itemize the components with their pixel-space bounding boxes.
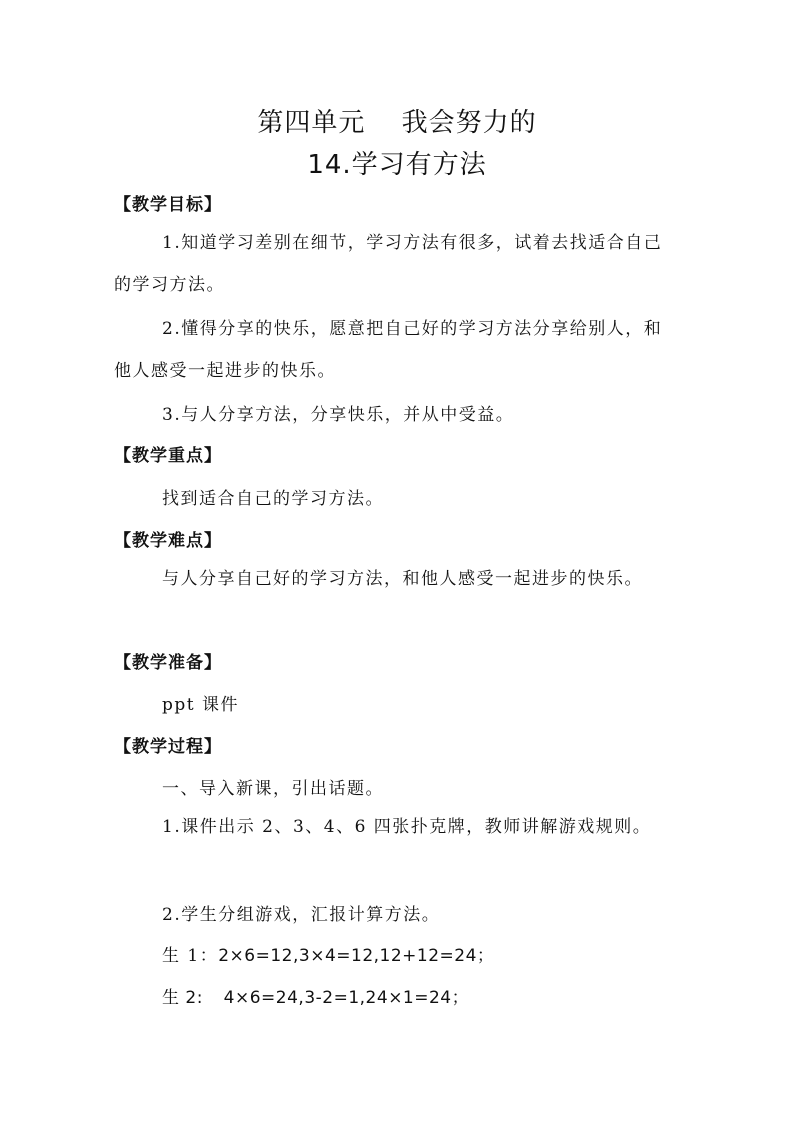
- process-step-1: 一、导入新课，引出话题。: [162, 779, 384, 799]
- preparation-text: ppt 课件: [162, 695, 239, 715]
- key-points-text: 找到适合自己的学习方法。: [162, 489, 384, 509]
- difficulties-text: 与人分享自己好的学习方法，和他人感受一起进步的快乐。: [162, 569, 643, 589]
- difficulties-heading: 【教学难点】: [114, 531, 222, 551]
- lesson-title: 14.学习有方法: [307, 150, 487, 180]
- objectives-heading: 【教学目标】: [114, 195, 222, 215]
- process-item-2: 2.学生分组游戏，汇报计算方法。: [162, 905, 441, 925]
- key-points-heading: 【教学重点】: [114, 446, 222, 466]
- student-1-label: 生 1：: [162, 946, 219, 966]
- student-1-line: [162, 941, 494, 966]
- student-2-equation: 4×6=24,3-2=1,24×1=24；: [223, 988, 470, 1008]
- student-2-label: 生 2:: [162, 988, 203, 1008]
- unit-title: 第四单元 我会努力的: [257, 108, 537, 138]
- student-2-line: [162, 983, 469, 1008]
- preparation-heading: 【教学准备】: [114, 653, 222, 673]
- objective-item: 2.懂得分享的快乐，愿意把自己好的学习方法分享给别人，和他人感受一起进步的快乐。: [114, 319, 663, 381]
- objective-item: 3.与人分享方法，分享快乐，并从中受益。: [162, 405, 515, 425]
- objective-item: 1.知道学习差别在细节，学习方法有很多，试着去找适合自己的学习方法。: [114, 233, 663, 295]
- process-item-1: 1.课件出示 2、3、4、6 四张扑克牌，教师讲解游戏规则。: [162, 817, 652, 837]
- student-1-equation: 2×6=12,3×4=12,12+12=24；: [218, 946, 495, 966]
- process-heading: 【教学过程】: [114, 737, 222, 757]
